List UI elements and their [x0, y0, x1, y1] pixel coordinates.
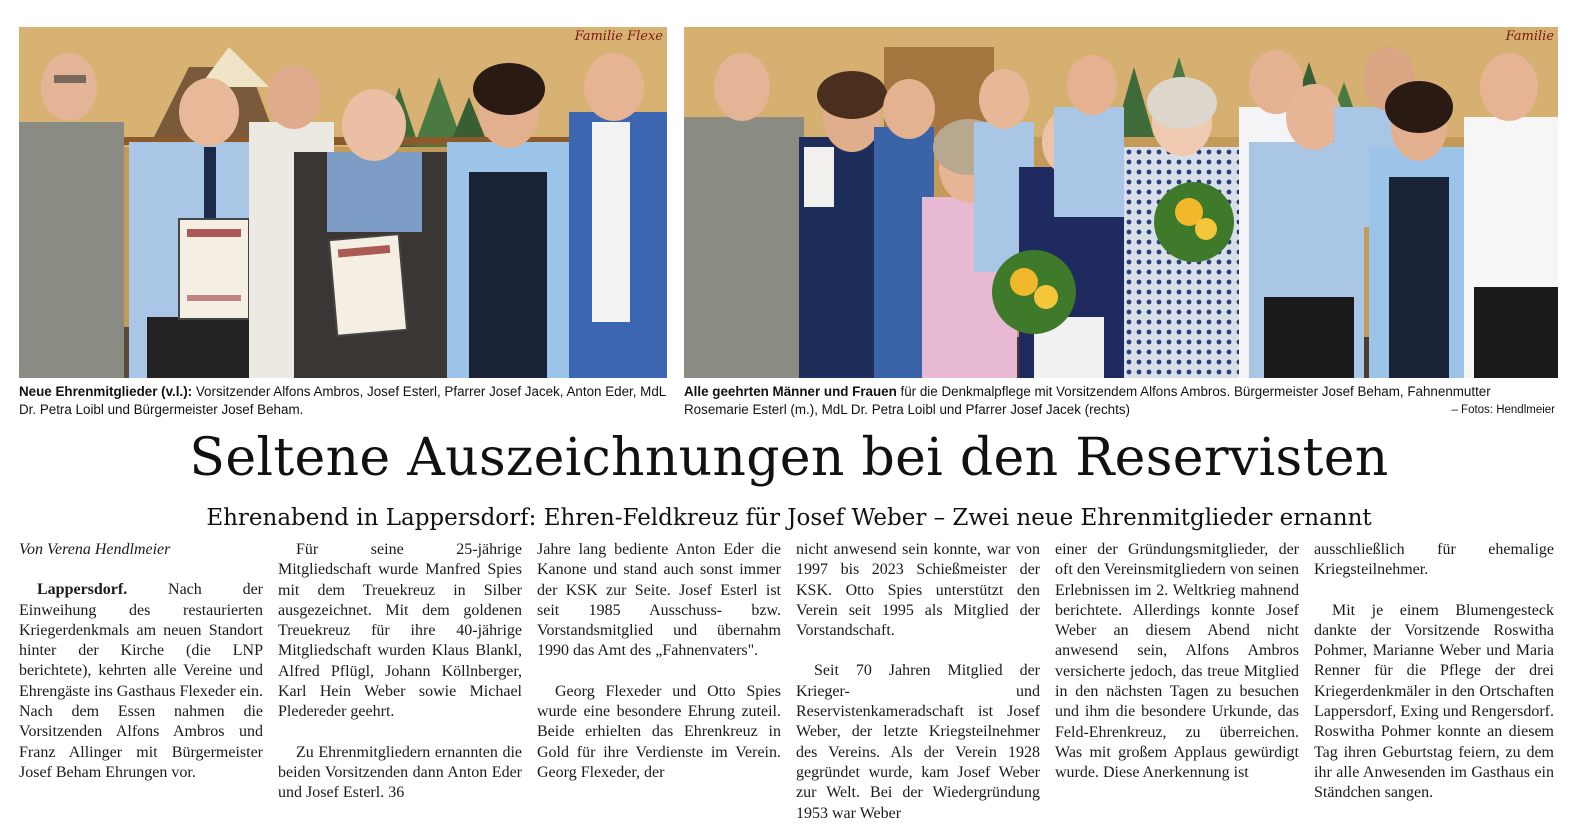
article-paragraph: Für seine 25-jährige Mitgliedschaft wurde Manfred Spies mit dem Treuekreuz in Silber ausgezeichnet. Mit dem goldenen Treuekreuz für ihre 40-jährige Mitgliedschaft wurden Klaus Blankl, Alfred Pflügl, Johann Köllnberger, Karl Hein Weber sowie Michael Pledereder geehrt. [278, 541, 522, 721]
paragraph-text: Nach der Einweihung des restaurierten Kriegerdenkmals am neuen Standort hinter der Kirche (die LNP berichtete), kehrten alle Vereine und Ehrengäste ins Gasthaus Flexeder ein. Nach dem Essen nahmen die Vorsitzenden Alfons Ambros und Franz Allinger mit Bürgermeister Josef Beham Ehrungen vor. [19, 581, 263, 781]
photo-caption-right [684, 383, 1556, 419]
dateline: Lappersdorf. [37, 581, 128, 599]
photo-all-honored-guests [684, 27, 1558, 378]
caption-lead: Neue Ehrenmitglieder (v.l.): [19, 384, 193, 399]
subheadline: Ehrenabend in Lappersdorf: Ehren-Feldkreuz für Josef Weber – Zwei neue Ehrenmitglieder ernannt [206, 505, 1372, 531]
article-paragraph [19, 580, 263, 783]
article-paragraph: ausschließlich für ehemalige Kriegsteilnehmer. [1314, 541, 1554, 579]
caption-text: Vorsitzender Alfons Ambros, Josef Esterl, Pfarrer Josef Jacek, Anton Eder, MdL Dr. Petra Loibl und Bürgermeister Josef Beham. [19, 384, 666, 417]
headline: Seltene Auszeichnungen bei den Reservisten [189, 428, 1389, 488]
photo-backdrop-sign: Familie [1505, 29, 1554, 44]
photo-credit: – Fotos: Hendlmeier [1451, 404, 1555, 416]
article-paragraph: Seit 70 Jahren Mitglied der Krieger- und Reservistenkameradschaft ist Josef Weber, der letzte Kriegsteilnehmer des Vereins. Als der Verein 1928 gegründet wurde, kam Josef Weber zur Welt. Bei der Wiedergründung 1953 war Weber [796, 662, 1040, 822]
byline: Von Verena Hendlmeier [19, 541, 171, 558]
article-paragraph: Jahre lang bediente Anton Eder die Kanone und stand auch sonst immer der KSK zur Seite. Josef Esterl ist seit 1985 Ausschuss- bzw. Vorstandsmitglied und übernahm 1990 das Amt des „Fahnenvaters". [537, 541, 781, 660]
article-paragraph: Georg Flexeder und Otto Spies wurde eine besondere Ehrung zuteil. Beide erhielten das Ehrenkreuz in Gold für ihre Verdienste im Verein. Georg Flexeder, der [537, 682, 781, 781]
article-paragraph: Mit je einem Blumengesteck dankte der Vorsitzende Roswitha Pohmer, Marianne Weber und Maria Renner für die Pflege der drei Kriegerdenkmäler in den Ortschaften Lappersdorf, Exing und Rengersdorf. Roswitha Pohmer konnte an diesem Tag ihren Geburtstag feiern, zu dem ihr alle Anwesenden im Gasthaus ein Ständchen sangen. [1314, 601, 1554, 802]
article-paragraph: einer der Gründungsmitglieder, der oft den Vereinsmitgliedern von seinen Erlebnissen im 2. Weltkrieg mahnend berichtete. Allerdings konnte Josef Weber an diesem Abend nicht anwesend sein, Alfons Ambros versicherte jedoch, das treue Mitglied in den nächsten Tagen zu besuchen und ihm die besondere Urkunde, das Feld-Ehrenkreuz, zu überreichen. Was mit großem Applaus gewürdigt wurde. Diese Anerkennung ist [1055, 541, 1299, 782]
caption-lead: Alle geehrten Männer und Frauen [684, 384, 897, 399]
photo-backdrop-sign: Familie Flexe [574, 29, 663, 44]
article-column-5 [1055, 540, 1299, 784]
article-paragraph: Zu Ehrenmitgliedern ernannten die beiden Vorsitzenden dann Anton Eder und Josef Esterl. 36 [278, 743, 522, 802]
caption-text: für die Denkmalpflege mit Vorsitzendem Alfons Ambros. Bürgermeister Josef Beham, Fahnenmutter Rosemarie Esterl (m.), MdL Dr. Petra Loibl und Pfarrer Josef Jacek (rechts) [684, 384, 1491, 417]
article-column-3 [537, 540, 781, 783]
article-column-1 [19, 540, 263, 783]
photo-illustration-left [19, 27, 667, 378]
article-column-6 [1314, 540, 1554, 804]
photo-new-honorary-members [19, 27, 667, 378]
photo-illustration-right [684, 27, 1558, 378]
article-column-2 [278, 540, 522, 804]
photo-caption-left [19, 383, 667, 419]
article-column-4 [796, 540, 1040, 824]
article-paragraph: nicht anwesend sein konnte, war von 1997 bis 2023 Schießmeister der KSK. Otto Spies unterstützt den Verein seit 1995 als Mitglied der Vorstandschaft. [796, 541, 1040, 640]
